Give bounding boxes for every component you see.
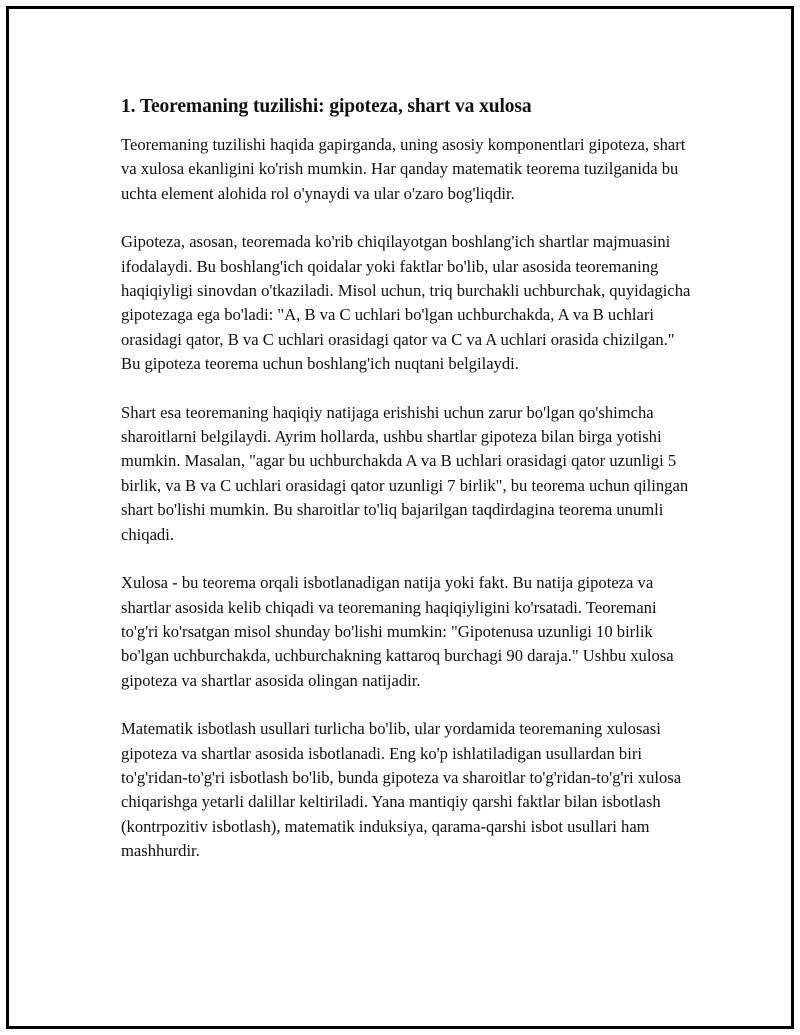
paragraph-conclusion: Xulosa - bu teorema orqali isbotlanadigan natija yoki fakt. Bu natija gipoteza va shartlar asosida kelib chiqadi va teoremaning haqiqiyligini ko'rsatadi. Teoremani to'g'ri ko'rsatgan misol shunday bo'lishi mumkin: "Gipotenusa uzunligi 10 birlik bo'lgan uchburchakda, uchburchakning kattaroq burchagi 90 daraja." Ushbu xulosa gipoteza va shartlar asosida olingan natijadir.	[121, 573, 674, 690]
paragraph-proof-methods: Matematik isbotlash usullari turlicha bo'lib, ular yordamida teoremaning xulosasi gipoteza va shartlar asosida isbotlanadi. Eng ko'p ishlatiladigan usullardan biri to'g'ridan-to'g'ri isbotlash bo'lib, bunda gipoteza va sharoitlar to'g'ridan-to'g'ri xulosa chiqarishga yetarli dalillar keltiriladi. Yana mantiqiy qarshi faktlar bilan isbotlash (kontrpozitiv isbotlash), matematik induksiya, qarama-qarshi isbot usullari ham mashhurdir.	[121, 719, 682, 861]
paragraph-condition: Shart esa teoremaning haqiqiy natijaga erishishi uchun zarur bo'lgan qo'shimcha sharoitlarni belgilaydi. Ayrim hollarda, ushbu shartlar gipoteza bilan birga yotishi mumkin. Masalan, "agar bu uchburchakda A va B uchlari orasidagi qator uzunligi 5 birlik, va B va C uchlari orasidagi qator uzunligi 7 birlik", bu teorema uchun qilingan shart bo'lishi mumkin. Bu sharoitlar to'liq bajarilgan taqdirdagina teorema unumli chiqadi.	[121, 402, 689, 544]
paragraph-intro: Teoremaning tuzilishi haqida gapirganda, uning asosiy komponentlari gipoteza, shart va xulosa ekanligini ko'rish mumkin. Har qanday matematik teorema tuzilganida bu uchta element alohida rol o'ynaydi va ular o'zaro bog'liqdir.	[121, 135, 686, 203]
section-heading: 1. Teoremaning tuzilishi: gipoteza, shart va xulosa	[121, 96, 532, 117]
document-body	[121, 95, 691, 888]
paragraph-hypothesis: Gipoteza, asosan, teoremada ko'rib chiqilayotgan boshlang'ich shartlar majmuasini ifodalaydi. Bu boshlang'ich qoidalar yoki faktlar bo'lib, ular asosida teoremaning haqiqiyligi sinovdan o'tkaziladi. Misol uchun, triq burchakli uchburchak, quyidagicha gipotezaga ega bo'ladi: "A, B va C uchlari bo'lgan uchburchakda, A va B uchlari orasidagi qator, B va C uchlari orasidagi qator va C va A uchlari orasida chizilgan." Bu gipoteza teorema uchun boshlang'ich nuqtani belgilaydi.	[121, 232, 691, 374]
page-frame	[6, 6, 794, 1029]
